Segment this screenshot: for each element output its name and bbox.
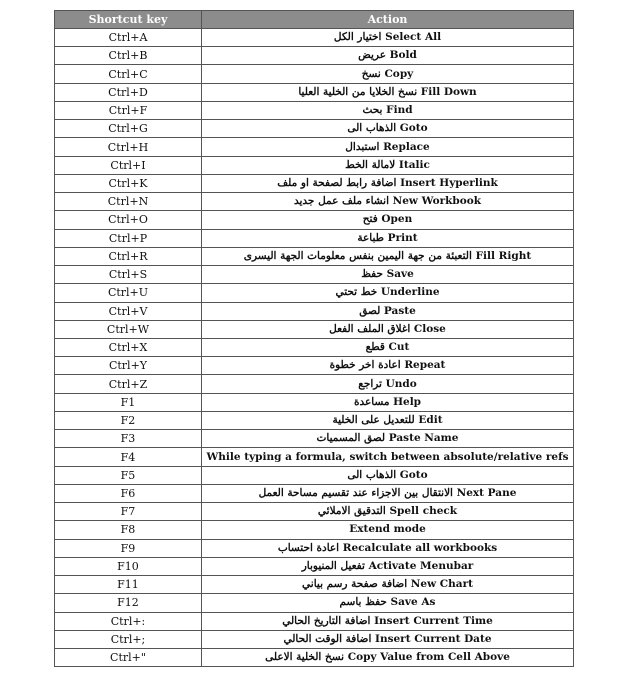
- shortcut-key-cell: Ctrl+G: [55, 120, 202, 138]
- table-row: [55, 284, 574, 302]
- action-cell: بحث Find: [202, 101, 574, 119]
- table-row: [55, 65, 574, 83]
- action-cell: لصق المسميات Paste Name: [202, 430, 574, 448]
- table-row: [55, 594, 574, 612]
- action-cell: للتعديل على الخلية Edit: [202, 411, 574, 429]
- action-cell: فتح Open: [202, 211, 574, 229]
- table-row: [55, 320, 574, 338]
- action-cell: While typing a formula, switch between absolute/relative refs: [202, 448, 574, 466]
- shortcut-key-cell: Ctrl+F: [55, 101, 202, 119]
- action-cell: تراجع Undo: [202, 375, 574, 393]
- shortcut-key-cell: F12: [55, 594, 202, 612]
- table-row: [55, 193, 574, 211]
- table-row: [55, 648, 574, 666]
- table-row: [55, 138, 574, 156]
- action-cell: اعادة احتساب Recalculate all workbooks: [202, 539, 574, 557]
- shortcut-key-cell: Ctrl+A: [55, 29, 202, 47]
- action-cell: حفظ Save: [202, 266, 574, 284]
- action-cell: تفعيل المنيوبار Activate Menubar: [202, 557, 574, 575]
- table-row: [55, 484, 574, 502]
- shortcut-key-cell: F1: [55, 393, 202, 411]
- table-row: [55, 101, 574, 119]
- shortcut-key-cell: Ctrl+": [55, 648, 202, 666]
- shortcut-key-cell: Ctrl+Y: [55, 357, 202, 375]
- shortcut-key-cell: F8: [55, 521, 202, 539]
- shortcut-key-cell: F4: [55, 448, 202, 466]
- action-cell: الانتقال بين الاجزاء عند تقسيم مساحة العمل Next Pane: [202, 484, 574, 502]
- action-cell: اضافة التاريخ الحالي Insert Current Time: [202, 612, 574, 630]
- table-row: [55, 266, 574, 284]
- shortcut-key-cell: F7: [55, 503, 202, 521]
- shortcut-key-cell: F11: [55, 576, 202, 594]
- action-cell: اعادة اخر خطوة Repeat: [202, 357, 574, 375]
- header-action: Action: [202, 11, 574, 29]
- table-row: [55, 375, 574, 393]
- table-row: [55, 521, 574, 539]
- action-cell: الذهاب الى Goto: [202, 466, 574, 484]
- action-cell: استبدال Replace: [202, 138, 574, 156]
- action-cell: اضافة رابط لصفحة او ملف Insert Hyperlink: [202, 174, 574, 192]
- shortcut-key-cell: Ctrl+O: [55, 211, 202, 229]
- table-row: [55, 302, 574, 320]
- table-row: [55, 576, 574, 594]
- table-row: [55, 47, 574, 65]
- shortcut-key-cell: Ctrl+S: [55, 266, 202, 284]
- table-row: [55, 229, 574, 247]
- action-cell: التدقيق الاملائي Spell check: [202, 503, 574, 521]
- action-cell: نسخ Copy: [202, 65, 574, 83]
- action-cell: لصق Paste: [202, 302, 574, 320]
- table-row: [55, 612, 574, 630]
- action-cell: نسخ الخلية الاعلى Copy Value from Cell Above: [202, 648, 574, 666]
- header-shortcut-key: Shortcut key: [55, 11, 202, 29]
- action-cell: مساعدة Help: [202, 393, 574, 411]
- action-cell: اختيار الكل Select All: [202, 29, 574, 47]
- action-cell: حفظ باسم Save As: [202, 594, 574, 612]
- table-row: [55, 448, 574, 466]
- shortcut-table: [54, 10, 574, 667]
- table-row: [55, 539, 574, 557]
- shortcut-key-cell: Ctrl+:: [55, 612, 202, 630]
- table-row: [55, 29, 574, 47]
- action-cell: انشاء ملف عمل جديد New Workbook: [202, 193, 574, 211]
- shortcut-key-cell: Ctrl+V: [55, 302, 202, 320]
- action-cell: اغلاق الملف الفعل Close: [202, 320, 574, 338]
- action-cell: اضافة صفحة رسم بياني New Chart: [202, 576, 574, 594]
- table-row: [55, 357, 574, 375]
- shortcut-key-cell: Ctrl+Z: [55, 375, 202, 393]
- shortcut-key-cell: Ctrl+B: [55, 47, 202, 65]
- action-cell: نسخ الخلايا من الخلية العليا Fill Down: [202, 83, 574, 101]
- action-cell: لامالة الخط Italic: [202, 156, 574, 174]
- shortcut-key-cell: Ctrl+K: [55, 174, 202, 192]
- action-cell: قطع Cut: [202, 338, 574, 356]
- action-cell: Extend mode: [202, 521, 574, 539]
- shortcut-key-cell: Ctrl+U: [55, 284, 202, 302]
- table-body: [55, 29, 574, 667]
- shortcut-key-cell: Ctrl+R: [55, 247, 202, 265]
- shortcut-table-container: [54, 10, 573, 667]
- table-row: [55, 338, 574, 356]
- action-cell: اضافة الوقت الحالي Insert Current Date: [202, 630, 574, 648]
- table-row: [55, 557, 574, 575]
- table-row: [55, 211, 574, 229]
- table-row: [55, 247, 574, 265]
- header-row: [55, 11, 574, 29]
- table-row: [55, 120, 574, 138]
- table-row: [55, 83, 574, 101]
- shortcut-key-cell: Ctrl+X: [55, 338, 202, 356]
- shortcut-key-cell: Ctrl+D: [55, 83, 202, 101]
- table-row: [55, 430, 574, 448]
- shortcut-key-cell: Ctrl+W: [55, 320, 202, 338]
- table-row: [55, 503, 574, 521]
- table-row: [55, 466, 574, 484]
- action-cell: طباعة Print: [202, 229, 574, 247]
- shortcut-key-cell: Ctrl+N: [55, 193, 202, 211]
- table-row: [55, 156, 574, 174]
- action-cell: عريض Bold: [202, 47, 574, 65]
- shortcut-key-cell: F5: [55, 466, 202, 484]
- action-cell: الذهاب الى Goto: [202, 120, 574, 138]
- shortcut-key-cell: Ctrl+P: [55, 229, 202, 247]
- shortcut-key-cell: Ctrl+C: [55, 65, 202, 83]
- shortcut-key-cell: Ctrl+I: [55, 156, 202, 174]
- shortcut-key-cell: F10: [55, 557, 202, 575]
- shortcut-key-cell: F2: [55, 411, 202, 429]
- shortcut-key-cell: Ctrl+H: [55, 138, 202, 156]
- table-row: [55, 411, 574, 429]
- shortcut-key-cell: F9: [55, 539, 202, 557]
- shortcut-key-cell: F3: [55, 430, 202, 448]
- table-row: [55, 630, 574, 648]
- action-cell: التعبئة من جهة اليمين بنفس معلومات الجهة اليسرى Fill Right: [202, 247, 574, 265]
- table-row: [55, 174, 574, 192]
- shortcut-key-cell: Ctrl+;: [55, 630, 202, 648]
- table-row: [55, 393, 574, 411]
- action-cell: خط تحتي Underline: [202, 284, 574, 302]
- shortcut-key-cell: F6: [55, 484, 202, 502]
